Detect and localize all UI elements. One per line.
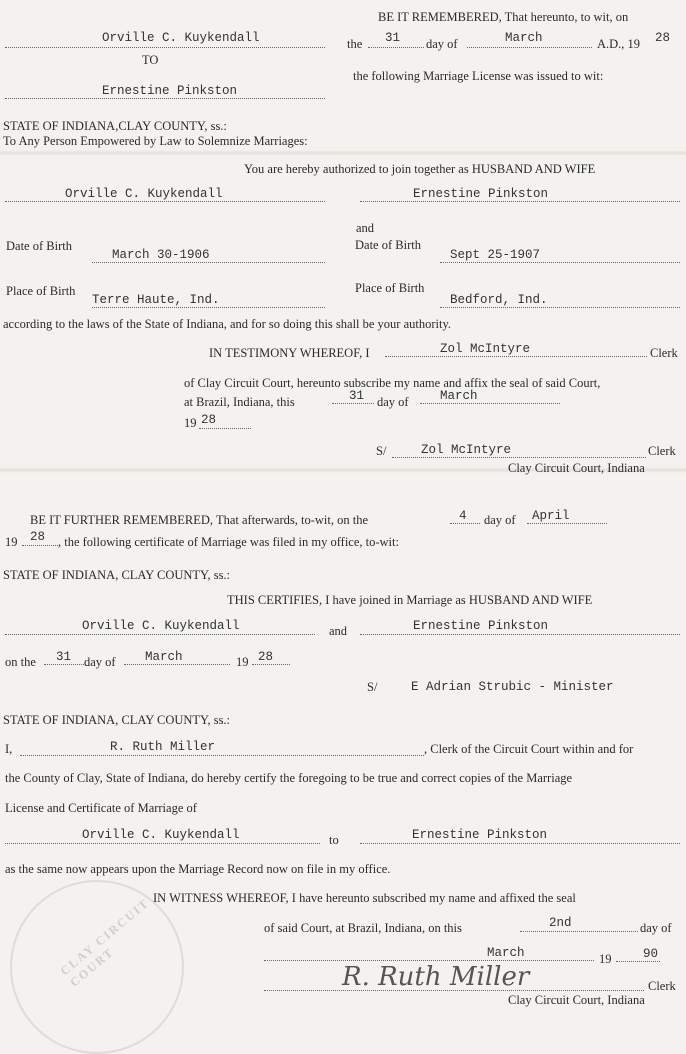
further-day: 4: [459, 509, 467, 523]
clerk-of-text: , Clerk of the Circuit Court within and for: [424, 742, 634, 756]
testimony-day: 31: [349, 389, 365, 403]
county-text: the County of Clay, State of Indiana, do hereby certify the foregoing to be true and correct copies of the Marriage: [5, 771, 573, 785]
signed-s: S/: [376, 444, 387, 458]
fill-line: [520, 931, 638, 932]
fill-line: [440, 262, 680, 263]
same-text: as the same now appears upon the Marriage Record now on file in my office.: [5, 862, 391, 876]
fill-line: [527, 523, 607, 524]
day-of-label: day of: [640, 921, 672, 935]
year-prefix: 19: [5, 535, 18, 549]
fill-line: [616, 961, 660, 962]
testimony-text: IN TESTIMONY WHEREOF, I: [209, 346, 370, 360]
testimony-year: 28: [201, 413, 217, 427]
bride-pob: Bedford, Ind.: [450, 293, 548, 307]
license-cert-text: License and Certificate of Marriage of: [5, 801, 197, 815]
groom-dob-label: Date of Birth: [6, 239, 72, 253]
cert-day: 31: [56, 650, 72, 664]
testimony-clerk-name: Zol McIntyre: [440, 342, 531, 356]
of-said-text: of said Court, at Brazil, Indiana, on this: [264, 921, 462, 935]
issued-text: the following Marriage License was issued to wit:: [353, 69, 604, 83]
fill-line: [264, 990, 644, 991]
bride-dob: Sept 25-1907: [450, 248, 541, 262]
fill-line: [392, 457, 646, 458]
ad-label: A.D., 19: [597, 37, 641, 51]
witness-text: IN WITNESS WHEREOF, I have hereunto subscribed my name and affixed the seal: [153, 891, 576, 905]
fill-line: [5, 634, 315, 635]
fill-line: [5, 98, 325, 99]
minister-signature: E Adrian Strubic - Minister: [411, 680, 614, 694]
license-groom: Orville C. Kuykendall: [102, 31, 260, 45]
year-prefix: 19: [599, 952, 612, 966]
fill-line: [20, 755, 424, 756]
i-label: I,: [5, 742, 13, 756]
clay-circuit-court: Clay Circuit Court, Indiana: [508, 993, 645, 1007]
final-groom: Orville C. Kuykendall: [82, 828, 240, 842]
groom-pob: Terre Haute, Ind.: [92, 293, 220, 307]
according-text: according to the laws of the State of Indiana, and for so doing this shall be your authority.: [3, 317, 452, 331]
fill-line: [368, 47, 424, 48]
seal-text: CLAY CIRCUIT COURT: [57, 895, 152, 990]
fill-line: [440, 307, 680, 308]
and-label: and: [356, 221, 375, 235]
final-day: 2nd: [549, 916, 572, 930]
certifies-text: THIS CERTIFIES, I have joined in Marriage as HUSBAND AND WIFE: [227, 593, 593, 607]
at-brazil-text: at Brazil, Indiana, this: [184, 395, 295, 409]
state-line: STATE OF INDIANA, CLAY COUNTY, ss.:: [3, 568, 231, 582]
fill-line: [264, 960, 594, 961]
license-bride: Ernestine Pinkston: [102, 84, 238, 98]
the-label: the: [347, 37, 363, 51]
year-prefix: 19: [236, 655, 249, 669]
be-it-remembered: BE IT REMEMBERED, That hereunto, to wit, on: [378, 10, 629, 24]
on-the-label: on the: [5, 655, 36, 669]
cert-month: March: [145, 650, 183, 664]
fill-line: [450, 523, 480, 524]
to-label: TO: [142, 53, 159, 67]
cert-bride: Ernestine Pinkston: [413, 619, 549, 633]
fill-line: [5, 201, 325, 202]
filed-text: , the following certificate of Marriage was filed in my office, to-wit:: [58, 535, 399, 549]
fill-line: [22, 545, 58, 546]
bride-name: Ernestine Pinkston: [413, 187, 549, 201]
license-day: 31: [385, 31, 401, 45]
day-of-label: day of: [426, 37, 458, 51]
fill-line: [420, 403, 560, 404]
clay-circuit-court: Clay Circuit Court, Indiana: [508, 461, 645, 475]
groom-dob: March 30-1906: [112, 248, 210, 262]
court-seal-watermark: [10, 880, 184, 1054]
final-month: March: [487, 946, 525, 960]
state-line: STATE OF INDIANA,CLAY COUNTY, ss.:: [3, 119, 227, 133]
day-of-label: day of: [84, 655, 116, 669]
clerk-label: Clerk: [648, 979, 676, 993]
fill-line: [44, 664, 84, 665]
bride-pob-label: Place of Birth: [355, 281, 425, 295]
groom-name: Orville C. Kuykendall: [65, 187, 223, 201]
day-of-label: day of: [377, 395, 409, 409]
fill-line: [5, 47, 325, 48]
fill-line: [467, 47, 592, 48]
fill-line: [124, 664, 230, 665]
authorized-text: You are hereby authorized to join together as HUSBAND AND WIFE: [244, 162, 596, 176]
and-label: and: [329, 624, 348, 638]
to-label: to: [329, 833, 339, 847]
further-text: BE IT FURTHER REMEMBERED, That afterwards, to-wit, on the: [30, 513, 368, 527]
groom-pob-label: Place of Birth: [6, 284, 76, 298]
fill-line: [92, 307, 325, 308]
fill-line: [252, 664, 290, 665]
clerk-label: Clerk: [648, 444, 676, 458]
fill-line: [92, 262, 325, 263]
license-month: March: [505, 31, 543, 45]
signed-s: S/: [367, 680, 378, 694]
final-clerk-name: R. Ruth Miller: [110, 740, 216, 754]
cert-groom: Orville C. Kuykendall: [82, 619, 240, 633]
fill-line: [199, 428, 251, 429]
bride-dob-label: Date of Birth: [355, 238, 421, 252]
paper-fold: [0, 150, 686, 156]
further-year: 28: [30, 530, 46, 544]
final-year: 90: [643, 947, 659, 961]
fill-line: [360, 843, 680, 844]
year-prefix: 19: [184, 416, 197, 430]
state-line: STATE OF INDIANA, CLAY COUNTY, ss.:: [3, 713, 231, 727]
license-year: 28: [655, 31, 671, 45]
signed-clerk-name: Zol McIntyre: [421, 443, 512, 457]
clerk-handwritten-signature: R. Ruth Miller: [342, 962, 530, 992]
fill-line: [385, 356, 647, 357]
clerk-label: Clerk: [650, 346, 678, 360]
of-clay-text: of Clay Circuit Court, hereunto subscribe my name and affix the seal of said Court,: [184, 376, 601, 390]
testimony-month: March: [440, 389, 478, 403]
fill-line: [332, 403, 374, 404]
fill-line: [360, 201, 680, 202]
fill-line: [360, 634, 680, 635]
fill-line: [5, 843, 320, 844]
further-month: April: [532, 509, 570, 523]
final-bride: Ernestine Pinkston: [412, 828, 548, 842]
cert-year: 28: [258, 650, 274, 664]
to-any-person: To Any Person Empowered by Law to Solemnize Marriages:: [3, 134, 308, 148]
day-of-label: day of: [484, 513, 516, 527]
